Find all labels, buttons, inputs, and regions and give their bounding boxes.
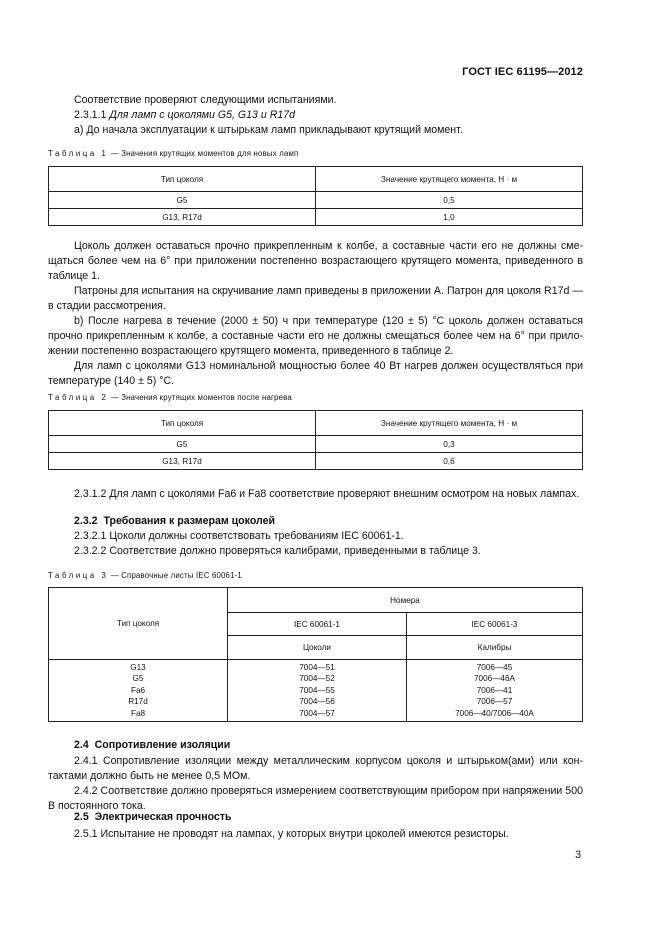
clause-number: 2.3.1.1	[74, 109, 107, 121]
table-row	[49, 436, 583, 453]
table-3-header-gauges: Калибры	[407, 636, 583, 660]
clause-2-3-2-1: 2.3.2.1 Цоколи должны соответствовать требованиям IEC 60061-1.	[74, 530, 404, 542]
clause-2-4-1: 2.4.1 Сопротивление изоляции между металлическим корпусом цоколя и штырьком(ами) или контактами должно быть не менее 0,5 МОм.	[48, 755, 583, 782]
text-after-table-1	[48, 239, 583, 389]
list-item: 7006—46A	[474, 674, 515, 684]
table-1-caption-lead: Таблица 1	[48, 149, 109, 158]
clause-2-5-1: 2.5.1 Испытание не проводят на лампах, у которых внутри цоколей имеются резисторы.	[74, 828, 509, 840]
table-2-caption-text: — Значения крутящих моментов после нагрева	[108, 393, 292, 402]
paragraph: Патроны для испытания на скручивание ламп приведены в приложении А. Патрон для цоколя R17d — в стадии рассмотрения.	[48, 285, 583, 312]
table-2-caption-lead: Таблица 2	[48, 393, 109, 402]
table-3-header-numbers: Номера	[228, 588, 583, 613]
table-3-base-list	[49, 660, 228, 722]
intro-paragraph: Соответствие проверяют следующими испытаниями.	[74, 94, 337, 106]
clause-title: Для ламп с цоколями G5, G13 и R17d	[109, 109, 296, 121]
heading-text: Электрическая прочность	[94, 811, 232, 823]
intro-block	[48, 93, 583, 138]
table-3-header-bases: Цоколи	[228, 636, 407, 660]
table-1	[48, 166, 583, 226]
list-item: 7006—40/7006—40A	[455, 708, 534, 718]
paragraph: Цоколь должен оставаться прочно прикрепленным к колбе, а составные части его не должны смещаться более чем на 6° при приложении постепенно возрастающего крутящего момента, приведенного в таблице 1.	[48, 240, 583, 282]
table-2-header-value: Значение крутящего момента, Н · м	[316, 411, 583, 436]
list-item: 7004—52	[299, 674, 335, 684]
table-1-header-base: Тип цоколя	[49, 167, 316, 192]
table-3-gauge-list	[407, 660, 583, 722]
clause-2-3-1-1	[48, 108, 583, 123]
table-2-header-base: Тип цоколя	[49, 411, 316, 436]
section-2-5-text	[48, 827, 583, 842]
clauses-2-3-2	[48, 529, 583, 559]
table-cell: G5	[49, 436, 316, 453]
list-item: 7004—55	[299, 685, 335, 695]
heading-text: Сопротивление изоляции	[94, 739, 231, 751]
table-row	[49, 453, 583, 470]
list-item: R17d	[128, 697, 148, 707]
table-cell: 0,6	[316, 453, 583, 470]
list-item: G13	[130, 662, 146, 672]
page-number: 3	[575, 849, 581, 861]
list-item: 7006—41	[476, 685, 513, 695]
table-3-caption-text: — Справочные листы IEC 60061-1	[108, 571, 242, 580]
heading-number: 2.4	[74, 739, 89, 751]
heading-number: 2.5	[74, 811, 89, 823]
list-item: G5	[132, 674, 144, 684]
table-cell: 1,0	[316, 209, 583, 226]
clause-2-4-2: 2.4.2 Соответствие должно проверяться измерением соответствующим прибором при напряжении 500 В постоянного тока.	[48, 785, 583, 812]
heading-text: Требования к размерам цоколей	[103, 515, 276, 527]
section-2-4-text	[48, 754, 583, 814]
table-3-header-iec-60061-1: IEC 60061-1	[228, 613, 407, 636]
table-cell: 0,5	[316, 192, 583, 209]
table-3-header-base: Тип цоколя	[49, 588, 228, 660]
heading-2-4	[74, 739, 230, 751]
item-a: а) До начала эксплуатации к штырькам ламп прикладывают крутящий момент.	[74, 124, 463, 136]
list-item: 7006—57	[476, 697, 513, 707]
table-3-caption-lead: Таблица 3	[48, 571, 109, 580]
table-cell: G13, R17d	[49, 453, 316, 470]
table-1-caption	[48, 149, 298, 158]
table-2-caption	[48, 393, 292, 402]
table-2	[48, 410, 583, 470]
table-cell: 0,3	[316, 436, 583, 453]
list-item: 7004—56	[299, 697, 335, 707]
list-item: Fa6	[130, 685, 146, 695]
list-item: 7004—57	[299, 708, 335, 718]
table-1-header-value: Значение крутящего момента, Н · м	[316, 167, 583, 192]
heading-2-5	[74, 811, 232, 823]
clause-2-3-1-2: 2.3.1.2 Для ламп с цоколями Fa6 и Fa8 соответствие проверяют внешним осмотром на новых лампах.	[74, 488, 580, 500]
list-item: 7006—45	[476, 662, 513, 672]
table-1-caption-text: — Значения крутящих моментов для новых ламп	[108, 149, 299, 158]
table-3	[48, 587, 583, 722]
table-3-caption	[48, 571, 242, 580]
heading-2-3-2	[74, 515, 275, 527]
table-row	[49, 209, 583, 226]
heading-number: 2.3.2	[74, 515, 98, 527]
list-item: 7004—51	[299, 662, 335, 672]
table-row	[49, 192, 583, 209]
text-after-table-2	[48, 487, 583, 502]
item-b: b) После нагрева в течение (2000 ± 50) ч при температуре (120 ± 5) °С цоколь должен оставаться прочно прикрепленным к колбе, а составные части его не должны смещаться более чем на 6° при приложении постепенно возрастающего крутящего момента, приведенного в таблице 2.	[48, 315, 583, 357]
table-cell: G13, R17d	[49, 209, 316, 226]
clause-2-3-2-2: 2.3.2.2 Соответствие должно проверяться калибрами, приведенными в таблице 3.	[74, 545, 481, 557]
document-code: ГОСТ IEC 61195—2012	[462, 66, 583, 78]
table-row	[49, 660, 583, 722]
table-3-header-iec-60061-3: IEC 60061-3	[407, 613, 583, 636]
table-3-sheet-list	[228, 660, 407, 722]
paragraph: Для ламп с цоколями G13 номинальной мощностью более 40 Вт нагрев должен осуществляться при температуре (140 ± 5) °С.	[48, 360, 583, 387]
list-item: Fa8	[130, 708, 146, 718]
table-cell: G5	[49, 192, 316, 209]
